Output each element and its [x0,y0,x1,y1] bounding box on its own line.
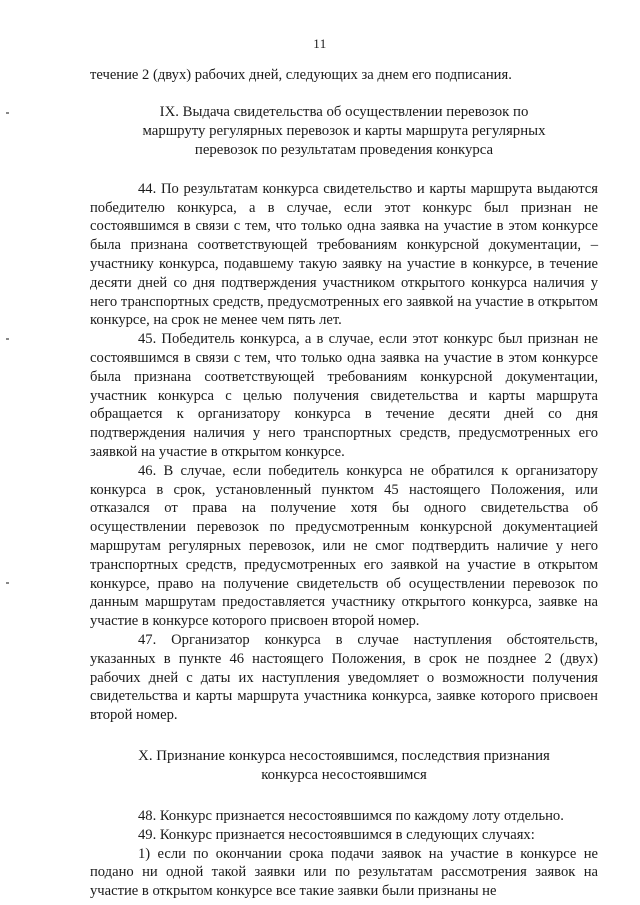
paragraph-48: 48. Конкурс признается несостоявшимся по каждому лоту отдельно. [138,807,564,824]
document-body [90,66,598,901]
paragraph-46: 46. В случае, если победитель конкурса не обратился к организатору конкурса в срок, установленный пунктом 45 настоящего Положения, или отказался от права на получение хотя бы одного свидетельства об осуществлении перевозок по предусмотренным конкурсной документацией маршрутам регулярных перевозок, или не смог подтвердить наличие у него транспортных средств, предусмотренных его заявкой на участие в открытом конкурсе, право на получение свидетельств об осуществлении перевозок по данным маршрутам предоставляется участнику открытого конкурса, заявке на участие в конкурсе которого присвоен второй номер. [90,462,598,630]
paragraph-47: 47. Организатор конкурса в случае наступления обстоятельств, указанных в пункте 46 настоящего Положения, в срок не позднее 2 (двух) рабочих дней с даты их наступления уведомляет о возможности получения свидетельства и карты маршрута участника конкурса, заявке которого присвоен второй номер. [90,631,598,724]
lead-line: течение 2 (двух) рабочих дней, следующих за днем его подписания. [90,67,512,83]
paragraph-45: 45. Победитель конкурса, а в случае, если этот конкурс был признан не состоявшимся в связи с тем, что только одна заявка на участие в этом конкурсе была признана соответствующей требованиям конкурсной документации, участник конкурса с целью получения свидетельства и карты маршрута обращается к организатору конкурса в течение десяти дней со дня подтверждения наличия у него транспортных средств, предусмотренных его заявкой на участие в открытом конкурсе. [90,331,598,460]
section-9-heading-line: IX. Выдача свидетельства об осуществлении перевозок по [159,103,529,120]
section-9-heading-line: маршруту регулярных перевозок и карты маршрута регулярных [142,122,546,139]
section-10-heading [90,747,598,785]
section-10-heading-line: X. Признание конкурса несостоявшимся, последствия признания [138,747,550,764]
paragraph-49-item-1: 1) если по окончании срока подачи заявок на участие в конкурсе не подано ни одной такой заявки или по результатам рассмотрения заявок на участие в открытом конкурсе все такие заявки были признаны не [90,845,598,900]
section-9-heading-line: перевозок по результатам проведения конкурса [194,141,494,158]
section-10-heading-line: конкурса несостоявшимся [261,766,427,783]
margin-mark [6,112,9,114]
paragraph-44: 44. По результатам конкурса свидетельство и карты маршрута выдаются победителю конкурса, а в случае, если этот конкурс был признан не состоявшимся в связи с тем, что только одна заявка на участие в этом конкурсе была признана соответствующей требованиям конкурсной документации, – участнику конкурса, подавшему такую заявку на участие в конкурсе, в течение десяти дней со дня подтверждения участником открытого конкурса наличия у него транспортных средств, предусмотренных его заявкой на участие в открытом конкурсе, на срок не менее чем пять лет. [90,180,598,329]
paragraph-49: 49. Конкурс признается несостоявшимся в следующих случаях: [138,826,535,843]
page-number: 11 [313,36,327,51]
section-9-heading [90,103,598,160]
margin-mark [6,338,9,340]
margin-mark [6,582,9,584]
